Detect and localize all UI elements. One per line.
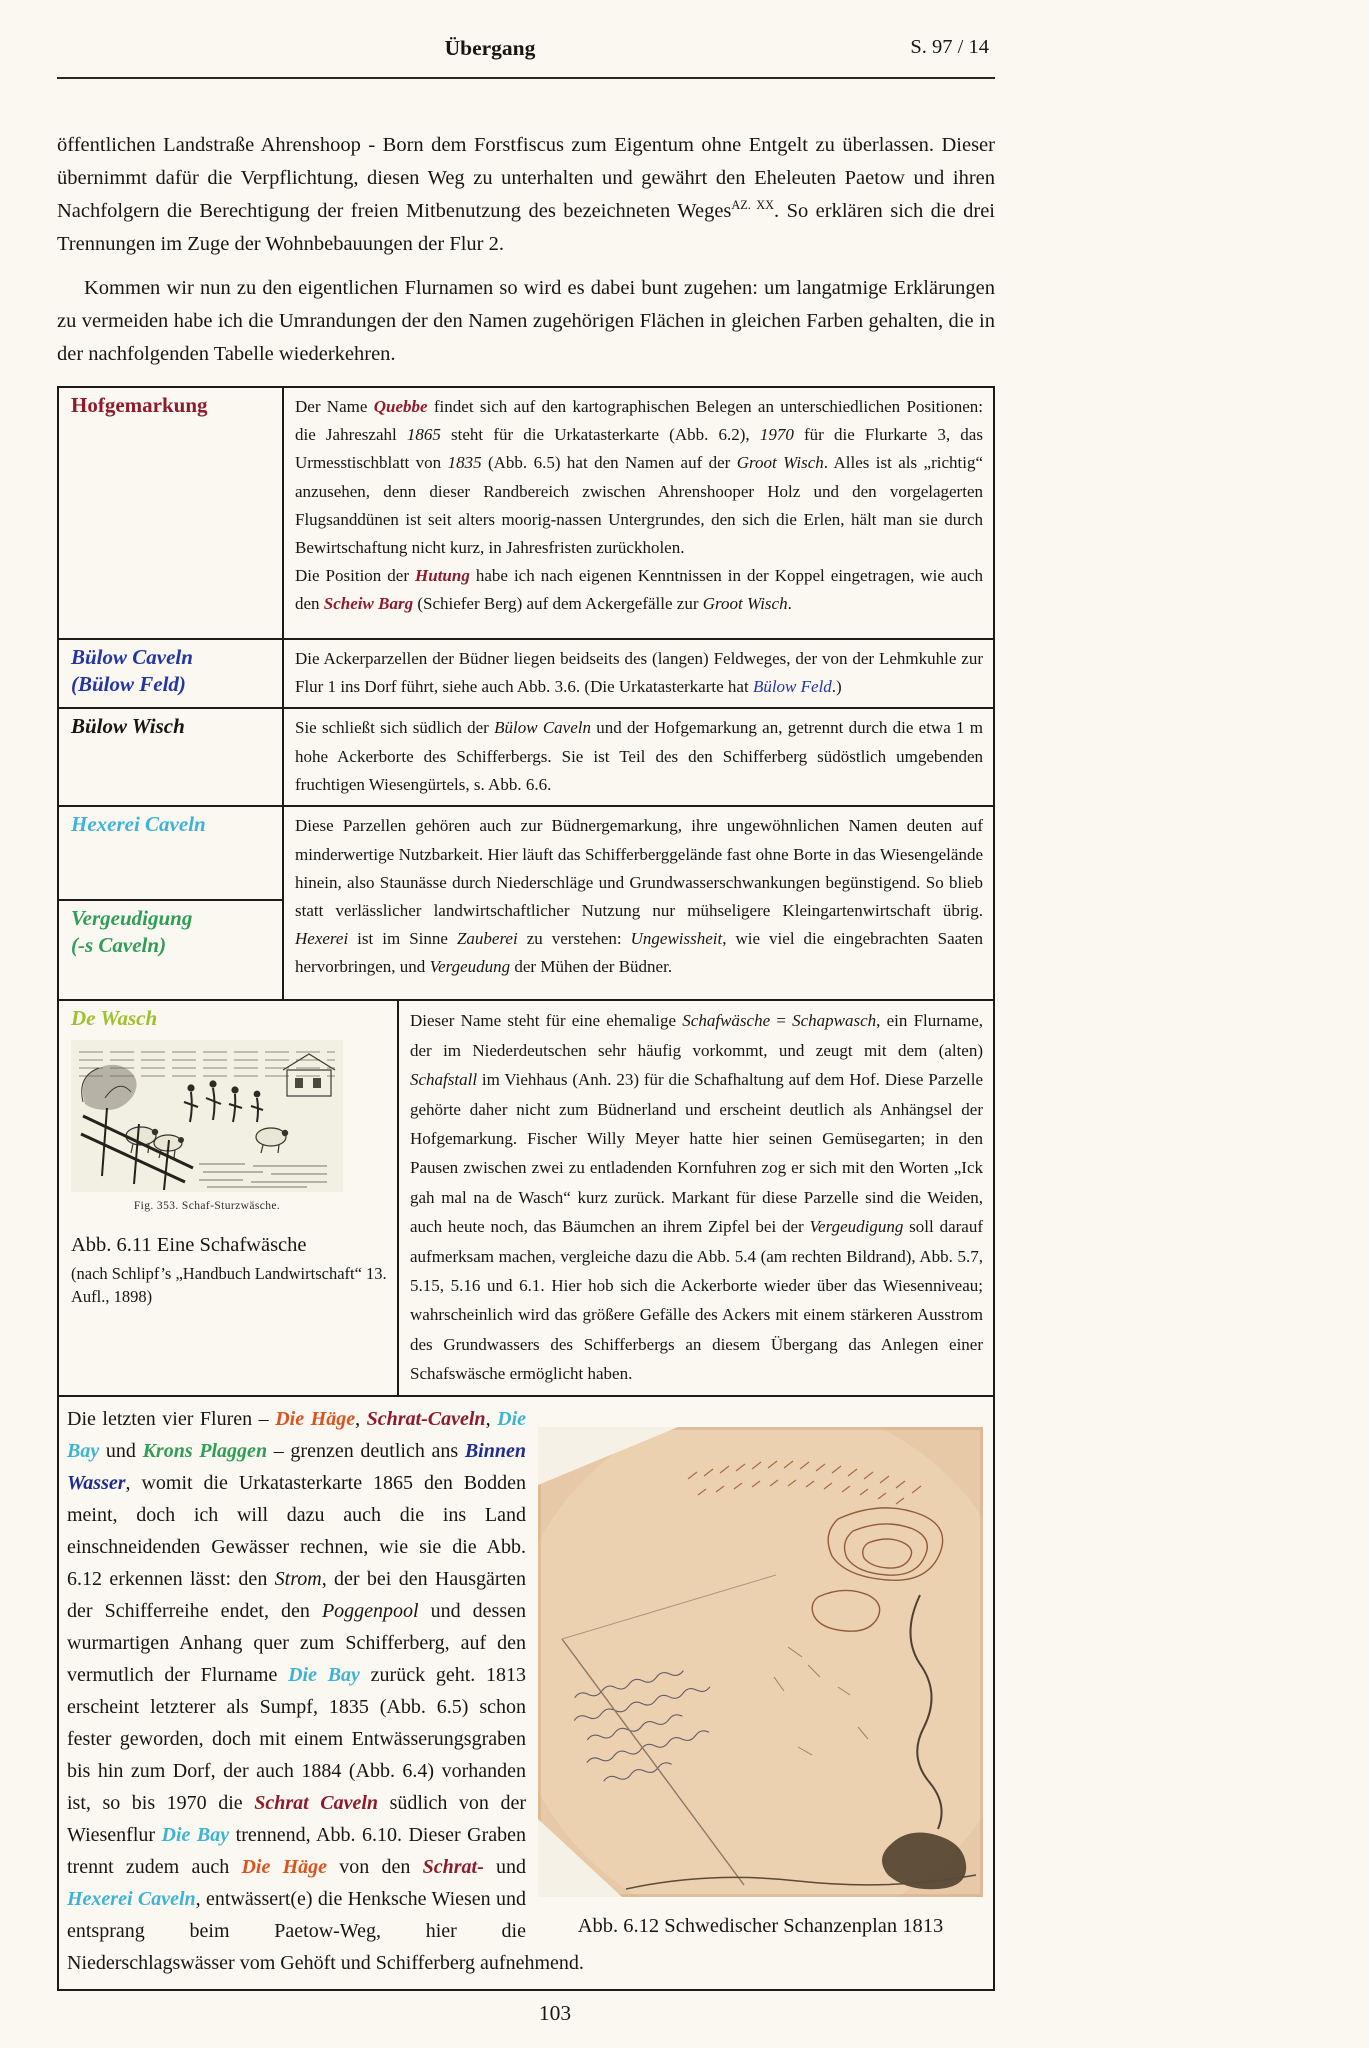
- table-label-column: [59, 807, 284, 999]
- page-content: [57, 0, 995, 2026]
- map-figure: [538, 1427, 983, 1938]
- table-label-hexerei-caveln: Hexerei Caveln: [59, 807, 282, 901]
- header-rule: [57, 77, 995, 79]
- page-number: 103: [538, 2000, 572, 2025]
- flurnamen-table: [57, 386, 995, 1991]
- schanzenplan-map-image: [538, 1427, 983, 1897]
- figure-6-11-source: (nach Schlipf’s „Handbuch Landwirtschaft“ 13. Aufl., 1898): [71, 1264, 387, 1307]
- figure-6-11-caption: Abb. 6.11 Eine Schafwäsche: [71, 1234, 307, 1257]
- table-label-buelow-wisch: Bülow Wisch: [59, 709, 284, 805]
- table-label-hofgemarkung: Hofgemarkung: [59, 388, 284, 638]
- figure-6-12-caption: Abb. 6.12 Schwedischer Schanzenplan 1813: [577, 1914, 944, 1937]
- engraving-fig-caption: Fig. 353. Schaf-Sturzwäsche.: [133, 1200, 281, 1213]
- table-cell-hofgemarkung-text: Der Name Quebbe findet sich auf den kartographischen Belegen an unterschiedlichen Positionen: die Jahreszahl 1865 steht für die Urkatasterkarte (Abb. 6.2), 1970 für die Flurkarte 3, das Urmesstischblatt von 1835 (Abb. 6.5) hat den Namen auf der Groot Wisch. Alles ist als „richtig“ anzusehen, denn dieser Randbereich zwischen Ahrenshooper Holz und den vorgelagerten Flugsanddünen ist seit alters moorig-nassen Untergrundes, den sich die Erlen, hält man sie durch Bewirtschaftung nicht kurz, in Jahresfristen zurückholen. Die Position der Hutung habe ich nach eigenen Kenntnissen in der Koppel eingetragen, wie auch den Scheiw Barg (Schiefer Berg) auf dem Ackergefälle zur Groot Wisch.: [295, 397, 984, 614]
- table-label-de-wasch: De Wasch: [71, 1006, 158, 1031]
- bottom-section: [59, 1397, 993, 1989]
- table-row-bottom-section: [59, 1395, 993, 1989]
- running-header: [57, 0, 995, 68]
- table-cell-buelow-wisch-text: Sie schließt sich südlich der Bülow Caveln und der Hofgemarkung an, getrennt durch die etwa 1 m hohe Ackerborte des Schifferbergs. Sie ist Teil des den Schifferberg südöstlich umgebenden fruchtigen Wiesengürtels, s. Abb. 6.6.: [295, 718, 983, 794]
- table-label-buelow-caveln: Bülow Caveln (Bülow Feld): [59, 640, 284, 707]
- table-cell-de-wasch-text: Dieser Name steht für eine ehemalige Schafwäsche = Schapwasch, ein Flurname, der im Niederdeutschen sehr häufig vorkommt, und zeugt mit dem (alten) Schafstall im Viehhaus (Anh. 23) für die Schafhaltung auf dem Hof. Diese Parzelle gehörte daher nicht zum Büdnerland und erscheint deutlich als Anhängsel der Hofgemarkung. Fischer Willy Meyer hatte hier seinen Gemüsegarten; in den Pausen zwischen zwei zu entladenden Kornfuhren zog er sich mit den Worten „Ick gah mal na de Wasch“ kurz zurück. Markant für diese Parzelle sind die Weiden, auch heute noch, das Bäumchen an ihrem Zipfel bei der Vergeudigung soll darauf aufmerksam machen, vergleiche dazu die Abb. 5.4 (am rechten Bildrand), Abb. 5.7, 5.15, 5.16 und 6.1. Hier hob sich die Ackerborte wieder über das Wiesenniveau; wahrscheinlich wird das größere Gefälle des Ackers mit einem stärkeren Ausstrom des Grundwassers des Schifferbergs an diesem Übergang das Anlegen einer Schafswäsche ermöglicht haben.: [410, 1011, 984, 1384]
- table-cell-hexerei-vergeudigung-text: Diese Parzellen gehören auch zur Büdnergemarkung, ihre ungewöhnlichen Namen deuten auf minderwertige Nutzbarkeit. Hier läuft das Schifferberggelände fast ohne Borte in das Wiesengelände hinein, also Staunässe durch Niederschläge und Grundwasserschwankungen begünstigend. So blieb statt verlässlicher landwirtschaftlicher Nutzung nur mühseligere Kleingartenwirtschaft übrig. Hexerei ist im Sinne Zauberei zu verstehen: Ungewissheit, wie viel die eingebrachten Saaten hervorbringen, und Vergeudung der Mühen der Büdner.: [295, 816, 983, 977]
- table-row-hexerei-vergeudigung: [59, 805, 993, 999]
- running-header-page-ref: S. 97 / 14: [910, 36, 989, 58]
- schafwaesche-engraving-image: [71, 1040, 343, 1192]
- table-label-vergeudigung: Vergeudigung (-s Caveln): [71, 906, 193, 958]
- schafwaesche-engraving: [71, 1040, 387, 1192]
- paragraph-road-agreement: öffentlichen Landstraße Ahrenshoop - Born dem Forstfiscus zum Eigentum ohne Entgelt zu überlassen. Dieser übernimmt dafür die Verpflichtung, diesen Weg zu unterhalten und gewährt den Eheleuten Paetow und ihren Nachfolgern die Berechtigung der freien Mitbenutzung des bezeichneten Weges$^{AZ. XX}$. So erklären sich die drei Trennungen im Zuge der Wohnbebauungen der Flur 2.: [57, 134, 996, 255]
- bottom-paragraph: Die letzten vier Fluren – Die Häge, Schrat-Caveln, Die Bay und Krons Plaggen – grenzen deutlich ans Binnen Wasser, womit die Urkatasterkarte 1865 den Bodden meint, doch ich will dazu auch die ins Land einschneidenden Gewässer rechnen, wie sie die Abb. 6.12 erkennen lässt: den Strom, der bei den Hausgärten der Schifferreihe endet, den Poggenpool und dessen wurmartigen Anhang quer zum Schifferberg, auf den vermutlich der Flurname Die Bay zurück geht. 1813 erscheint letzterer als Sumpf, 1835 (Abb. 6.5) schon fester geworden, doch mit einem Entwässerungsgraben bis hin zum Dorf, der auch 1884 (Abb. 6.4) vorhanden ist, so bis 1970 die Schrat Caveln südlich von der Wiesenflur Die Bay trennend, Abb. 6.10. Dieser Graben trennt zudem auch Die Häge von den Schrat- und Hexerei Caveln, entwässert(e) die Henksche Wiesen und entsprang beim Paetow-Weg, hier die Niederschlagswässer vom Gehöft und Schifferberg aufnehmend.: [67, 1407, 584, 1974]
- table-row-buelow-caveln: [59, 638, 993, 707]
- running-header-title: Übergang: [444, 36, 536, 60]
- table-row-buelow-wisch: [59, 707, 993, 805]
- paragraph-flurnamen-intro: Kommen wir nun zu den eigentlichen Flurnamen so wird es dabei bunt zugehen: um langatmige Erklärungen zu vermeiden habe ich die Umrandungen der den Namen zugehörigen Flächen in gleichen Farben gehalten, die in der nachfolgenden Tabelle wiederkehren.: [57, 277, 995, 365]
- table-row-hofgemarkung: [59, 388, 993, 638]
- table-cell-buelow-caveln-text: Die Ackerparzellen der Büdner liegen beidseits des (langen) Feldweges, der von der Lehmkuhle zur Flur 1 ins Dorf führt, siehe auch Abb. 3.6. (Die Urkatasterkarte hat Bülow Feld.): [295, 649, 983, 697]
- table-label-de-wasch-cell: [59, 1001, 399, 1394]
- table-row-de-wasch: [59, 999, 993, 1394]
